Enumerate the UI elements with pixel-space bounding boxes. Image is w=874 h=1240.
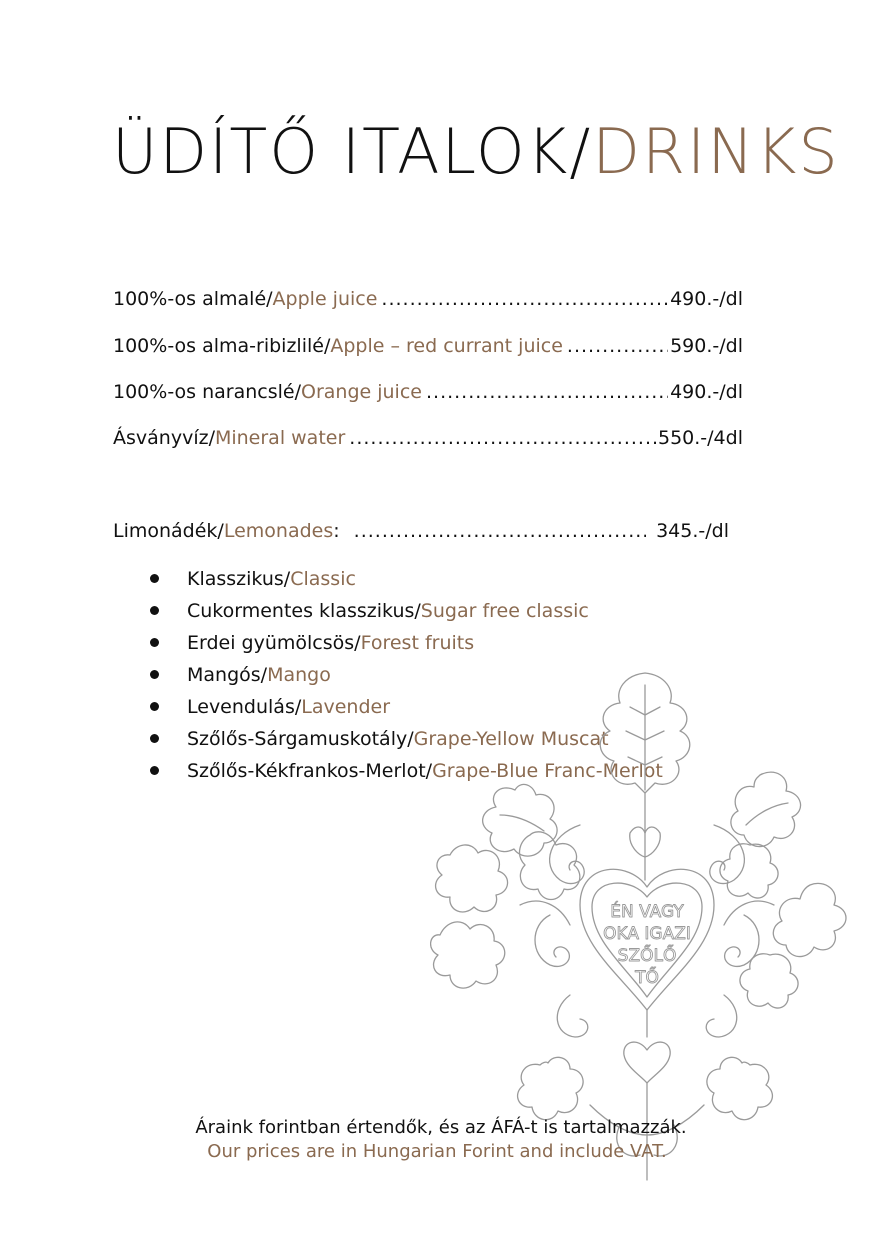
dot-leader (349, 425, 656, 451)
dot-leader (426, 379, 668, 405)
drink-name (113, 333, 563, 359)
page-title (112, 112, 840, 192)
flavour-en: Lavender (301, 696, 391, 718)
price-note-hungarian: Áraink forintban értendők, és az ÁFÁ-t is tartalmazzák. (195, 1117, 687, 1138)
drink-name-hu: 100%-os alma-ribizlilé/ (113, 335, 331, 357)
title-hungarian: ÜDÍTŐ ITALOK/ (112, 115, 593, 188)
drink-price: 550.-/4dl (658, 427, 743, 449)
drink-row-apple-juice (113, 286, 743, 312)
bullet-icon (150, 702, 159, 711)
ornament-line-1: ÉN VAGY (610, 902, 684, 922)
drink-name (113, 286, 377, 312)
lemonade-flavour (187, 694, 390, 720)
ornament-line-3: SZŐLŐ (617, 946, 677, 966)
drink-name-hu: 100%-os narancslé/ (113, 381, 301, 403)
lemonade-flavour (187, 598, 589, 624)
price-note (0, 1116, 874, 1164)
lemonades-label-en: Lemonades (223, 520, 334, 542)
dot-leader (567, 333, 668, 359)
bullet-icon (150, 766, 159, 775)
lemonade-flavour (187, 566, 356, 592)
drink-row-mineral-water (113, 425, 743, 451)
drink-price: 590.-/dl (670, 335, 743, 357)
flavour-hu: Klasszikus/ (187, 568, 291, 590)
drink-price: 490.-/dl (670, 381, 743, 403)
flavour-hu: Cukormentes klasszikus/ (187, 600, 421, 622)
drink-name-en: Mineral water (214, 427, 346, 449)
folk-heart-ornament-icon (430, 665, 865, 1185)
dot-leader (354, 518, 646, 544)
flavour-en: Grape-Yellow Muscat (413, 728, 609, 750)
ornament-line-2: OKA IGAZI (603, 924, 691, 944)
flavour-hu: Levendulás/ (187, 696, 302, 718)
ornament-line-4: TŐ (635, 968, 659, 988)
flavour-en: Forest fruits (360, 632, 475, 654)
dot-leader (381, 286, 668, 312)
bullet-icon (150, 734, 159, 743)
drink-name-en: Apple juice (272, 288, 378, 310)
bullet-icon (150, 638, 159, 647)
drink-name-hu: Ásványvíz/ (113, 427, 215, 449)
flavour-en: Grape-Blue Franc-Merlot (432, 760, 663, 782)
drink-name (113, 379, 422, 405)
drink-name (113, 425, 345, 451)
flavour-en: Sugar free classic (420, 600, 589, 622)
flavour-hu: Mangós/ (187, 664, 268, 686)
lemonades-row (113, 518, 729, 544)
lemonades-label (113, 518, 340, 544)
lemonade-flavour (187, 630, 474, 656)
flavour-hu: Erdei gyümölcsös/ (187, 632, 361, 654)
drink-name-hu: 100%-os almalé/ (113, 288, 273, 310)
drink-price: 490.-/dl (670, 288, 743, 310)
flavour-hu: Szőlős-Kékfrankos-Merlot/ (187, 760, 433, 782)
bullet-icon (150, 606, 159, 615)
title-english: DRINKS (592, 115, 840, 188)
flavour-en: Mango (267, 664, 331, 686)
bullet-icon (150, 670, 159, 679)
drink-name-en: Orange juice (301, 381, 422, 403)
drink-row-orange-juice (113, 379, 743, 405)
price-note-english: Our prices are in Hungarian Forint and include VAT. (207, 1141, 667, 1162)
bullet-icon (150, 574, 159, 583)
lemonades-label-colon: : (333, 520, 340, 542)
lemonades-label-hu: Limonádék/ (113, 520, 224, 542)
lemonade-flavour (187, 662, 331, 688)
flavour-hu: Szőlős-Sárgamuskotály/ (187, 728, 414, 750)
drink-row-apple-red-currant-juice (113, 333, 743, 359)
drink-name-en: Apple – red currant juice (330, 335, 563, 357)
flavour-en: Classic (290, 568, 356, 590)
lemonades-price: 345.-/dl (656, 520, 729, 542)
